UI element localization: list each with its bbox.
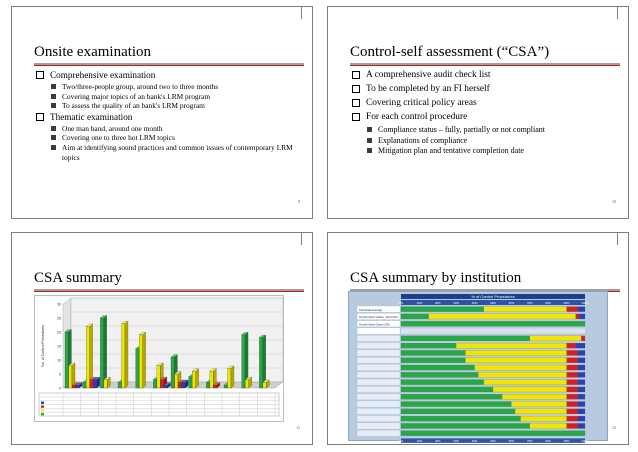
- row-label-cell: [357, 335, 400, 341]
- chart-title: % of Control Procedures: [471, 294, 515, 299]
- slide-title: CSA summary: [34, 270, 122, 286]
- bar-segment: [401, 423, 530, 428]
- bar-side: [231, 366, 234, 388]
- square-bullet-icon: [51, 94, 56, 99]
- bullet: To be completed by an FI herself: [350, 83, 618, 96]
- bar-segment: [578, 387, 585, 392]
- bar-segment: [567, 387, 578, 392]
- row-label-cell: [357, 364, 400, 370]
- bar-front: [164, 385, 167, 388]
- bar-segment: [567, 416, 578, 421]
- bar-front: [65, 332, 68, 388]
- row-label: AI with Most Yellow - Red CPs: [359, 315, 398, 320]
- x-tick-label: 20%: [434, 438, 441, 443]
- bar-segment: [456, 343, 566, 348]
- csa-summary-chart: [34, 295, 284, 422]
- bar-segment: [475, 365, 567, 370]
- bar-segment: [567, 402, 578, 407]
- row-label-cell: [357, 343, 400, 349]
- bar-segment: [567, 358, 578, 363]
- page-number: 11: [296, 425, 300, 430]
- y-axis-label: No. of Control Procedures: [41, 325, 45, 367]
- sub-bullet: Covering one to three hot LRM topics: [34, 133, 302, 143]
- square-bullet-icon: [51, 145, 56, 150]
- bar-segment: [567, 423, 578, 428]
- bar-segment: [401, 402, 511, 407]
- table-legend-swatch: [41, 402, 44, 404]
- x-tick-label: 0%: [398, 438, 404, 443]
- bar-segment: [567, 343, 576, 348]
- row-label-cell: [357, 430, 400, 436]
- x-tick-label: 0%: [398, 300, 404, 305]
- bar-segment: [401, 431, 585, 436]
- row-label-cell: [357, 350, 400, 356]
- bar-side: [143, 332, 146, 388]
- x-tick-label: 80%: [545, 438, 552, 443]
- bar-segment: [567, 350, 578, 355]
- row-label-cell: [357, 328, 400, 334]
- checkbox-bullet-icon: [352, 71, 360, 79]
- bar-chart-svg: [35, 296, 283, 421]
- bar-segment: [567, 409, 578, 414]
- bar-segment: [530, 336, 582, 341]
- y-tick-label: 30: [57, 302, 61, 307]
- bar-segment: [567, 365, 578, 370]
- bar-segment: [578, 416, 585, 421]
- row-label: Industrial Average: [359, 307, 383, 312]
- bar-segment: [581, 336, 585, 341]
- bar-segment: [484, 307, 567, 312]
- page-number: 12: [612, 425, 616, 430]
- sub-bullet: Explanations of compliance: [350, 136, 618, 147]
- bar-segment: [578, 394, 585, 399]
- row-label-cell: [357, 401, 400, 407]
- table-legend-swatch: [41, 413, 44, 415]
- bar-segment: [429, 314, 576, 319]
- sub-bullet: To assess the quality of an bank's LRM program: [34, 101, 302, 111]
- bar-segment: [567, 394, 578, 399]
- bar-segment: [401, 321, 585, 326]
- sub-bullet: One man band, around one month: [34, 124, 302, 134]
- table-legend-swatch: [41, 405, 44, 407]
- bar-segment: [578, 402, 585, 407]
- x-tick-label: 100%: [581, 300, 589, 305]
- bar-front: [242, 335, 245, 388]
- y-tick-label: 5: [59, 372, 61, 377]
- title-rule: [34, 289, 304, 291]
- x-tick-label: 60%: [508, 438, 515, 443]
- checkbox-bullet-icon: [36, 71, 44, 79]
- x-tick-label: 10%: [416, 300, 423, 305]
- bar-front: [157, 366, 160, 388]
- bullet: A comprehensive audit check list: [350, 69, 618, 82]
- x-tick-label: 40%: [471, 438, 478, 443]
- x-tick-label: 40%: [471, 300, 478, 305]
- bar-segment: [578, 423, 585, 428]
- square-bullet-icon: [367, 148, 372, 153]
- bullet: Comprehensive examination: [34, 69, 302, 81]
- slide-title: Onsite examination: [34, 44, 152, 60]
- bar-segment: [401, 372, 478, 377]
- x-tick-label: 50%: [490, 438, 496, 443]
- square-bullet-icon: [51, 103, 56, 108]
- bar-segment: [578, 372, 585, 377]
- bar-segment: [521, 416, 567, 421]
- bar-segment: [484, 380, 567, 385]
- checkbox-bullet-icon: [352, 99, 360, 107]
- bar-front: [189, 377, 192, 388]
- bar-front: [100, 318, 103, 388]
- slide-csa-summary: [11, 232, 313, 445]
- bar-side: [104, 316, 107, 388]
- bar-segment: [401, 409, 515, 414]
- bar-front: [153, 380, 156, 388]
- bar-segment: [401, 380, 484, 385]
- row-label-cell: [357, 394, 400, 400]
- bar-front: [104, 380, 107, 388]
- bar-segment: [578, 307, 585, 312]
- x-tick-label: 80%: [545, 300, 552, 305]
- sub-bullet: Aim at identifying sound practices and common issues of contemporary LRM topics: [34, 143, 302, 162]
- title-rule: [34, 63, 304, 65]
- x-tick-label: 90%: [563, 438, 570, 443]
- bar-segment: [578, 380, 585, 385]
- x-tick-label: 10%: [416, 438, 423, 443]
- bar-front: [213, 385, 216, 388]
- x-tick-label: 70%: [526, 438, 533, 443]
- row-label-cell: [357, 416, 400, 422]
- slide-csa-summary-by-institution: [327, 232, 629, 445]
- bar-front: [93, 380, 96, 388]
- square-bullet-icon: [51, 84, 56, 89]
- bar-segment: [401, 350, 465, 355]
- slide-onsite-examination: [11, 6, 313, 219]
- bar-segment: [579, 314, 585, 319]
- bar-segment: [567, 307, 578, 312]
- bar-front: [192, 371, 195, 388]
- x-tick-label: 70%: [526, 300, 533, 305]
- corner-line: [617, 233, 618, 245]
- bar-front: [69, 366, 72, 388]
- bar-segment: [502, 394, 566, 399]
- corner-line: [617, 7, 618, 19]
- bar-segment: [515, 409, 567, 414]
- bar-segment: [567, 372, 578, 377]
- bar-segment: [511, 402, 566, 407]
- square-bullet-icon: [367, 127, 372, 132]
- bar-segment: [578, 350, 585, 355]
- y-tick-label: 0: [59, 386, 61, 391]
- bar-front: [182, 382, 185, 388]
- bar-segment: [401, 314, 429, 319]
- square-bullet-icon: [367, 138, 372, 143]
- square-bullet-icon: [51, 126, 56, 131]
- bar-front: [122, 324, 125, 388]
- row-label-cell: [357, 408, 400, 414]
- bar-segment: [576, 343, 585, 348]
- bar-side: [125, 321, 128, 388]
- table-legend-swatch: [41, 409, 44, 411]
- bar-front: [178, 382, 181, 388]
- bar-segment: [478, 372, 566, 377]
- bar-segment: [401, 416, 521, 421]
- x-tick-label: 100%: [581, 438, 589, 443]
- bar-segment: [576, 314, 580, 319]
- bar-front: [86, 326, 89, 388]
- square-bullet-icon: [51, 135, 56, 140]
- x-tick-label: 30%: [453, 438, 460, 443]
- bar-front: [228, 368, 231, 388]
- checkbox-bullet-icon: [352, 113, 360, 121]
- bar-front: [259, 338, 262, 388]
- bar-front: [83, 382, 86, 388]
- title-rule: [350, 63, 620, 65]
- bar-segment: [578, 365, 585, 370]
- bar-front: [136, 349, 139, 388]
- bar-segment: [401, 394, 502, 399]
- bullet: For each control procedure: [350, 111, 618, 124]
- corner-line: [301, 233, 302, 245]
- slide-body: [350, 69, 618, 157]
- bar-segment: [530, 423, 567, 428]
- sub-bullet: Two/three-people group, around two to three months: [34, 82, 302, 92]
- bar-front: [206, 382, 209, 388]
- bullet: Covering critical policy areas: [350, 97, 618, 110]
- y-tick-label: 20: [57, 330, 61, 335]
- slide-control-self-assessment: [327, 6, 629, 219]
- bar-front: [76, 385, 79, 388]
- x-tick-label: 90%: [563, 300, 570, 305]
- bar-segment: [465, 350, 566, 355]
- row-label-cell: [357, 372, 400, 378]
- row-label-cell: [357, 423, 400, 429]
- bar-side: [263, 335, 266, 388]
- x-tick-label: 20%: [434, 300, 441, 305]
- bullet: Thematic examination: [34, 111, 302, 123]
- stacked-bar-chart-svg: [349, 292, 607, 443]
- corner-line: [301, 7, 302, 19]
- bar-segment: [578, 409, 585, 414]
- bar-front: [175, 374, 178, 388]
- bar-segment: [493, 387, 567, 392]
- x-tick-label: 30%: [453, 300, 460, 305]
- bar-front: [263, 382, 266, 388]
- bar-segment: [401, 336, 530, 341]
- y-tick-label: 25: [57, 316, 61, 321]
- row-label-cell: [357, 379, 400, 385]
- bar-front: [118, 382, 121, 388]
- page-number: 9: [298, 199, 300, 204]
- x-tick-label: 50%: [490, 300, 496, 305]
- bar-placeholder: [401, 329, 585, 334]
- bar-segment: [401, 358, 465, 363]
- y-tick-label: 10: [57, 358, 61, 363]
- bar-front: [171, 357, 174, 388]
- sub-bullet: Covering major topics of an bank's LRM program: [34, 92, 302, 102]
- bar-front: [224, 385, 227, 388]
- y-tick-label: 15: [57, 344, 61, 349]
- row-label-cell: [357, 357, 400, 363]
- page-number: 10: [612, 199, 616, 204]
- bar-segment: [401, 343, 456, 348]
- bar-segment: [578, 358, 585, 363]
- bar-segment: [465, 358, 566, 363]
- bar-segment: [401, 307, 484, 312]
- slide-title: CSA summary by institution: [350, 270, 522, 286]
- row-label: AI with Most Green CPs: [359, 322, 390, 327]
- bar-side: [196, 369, 199, 388]
- bar-front: [72, 385, 75, 388]
- bar-front: [160, 380, 163, 388]
- institution-chart: [348, 291, 608, 441]
- checkbox-bullet-icon: [352, 85, 360, 93]
- sub-bullet: Compliance status – fully, partially or not compliant: [350, 125, 618, 136]
- bar-segment: [401, 365, 475, 370]
- bar-front: [139, 335, 142, 388]
- row-label-cell: [357, 386, 400, 392]
- bar-front: [90, 380, 93, 388]
- bar-front: [210, 371, 213, 388]
- slide-title: Control-self assessment (“CSA”): [350, 44, 550, 60]
- x-tick-label: 60%: [508, 300, 515, 305]
- bar-front: [245, 380, 248, 388]
- checkbox-bullet-icon: [36, 113, 44, 121]
- slide-body: [34, 69, 302, 162]
- sub-bullet: Mitigation plan and tentative completion date: [350, 146, 618, 157]
- bar-segment: [401, 387, 493, 392]
- bar-segment: [567, 380, 578, 385]
